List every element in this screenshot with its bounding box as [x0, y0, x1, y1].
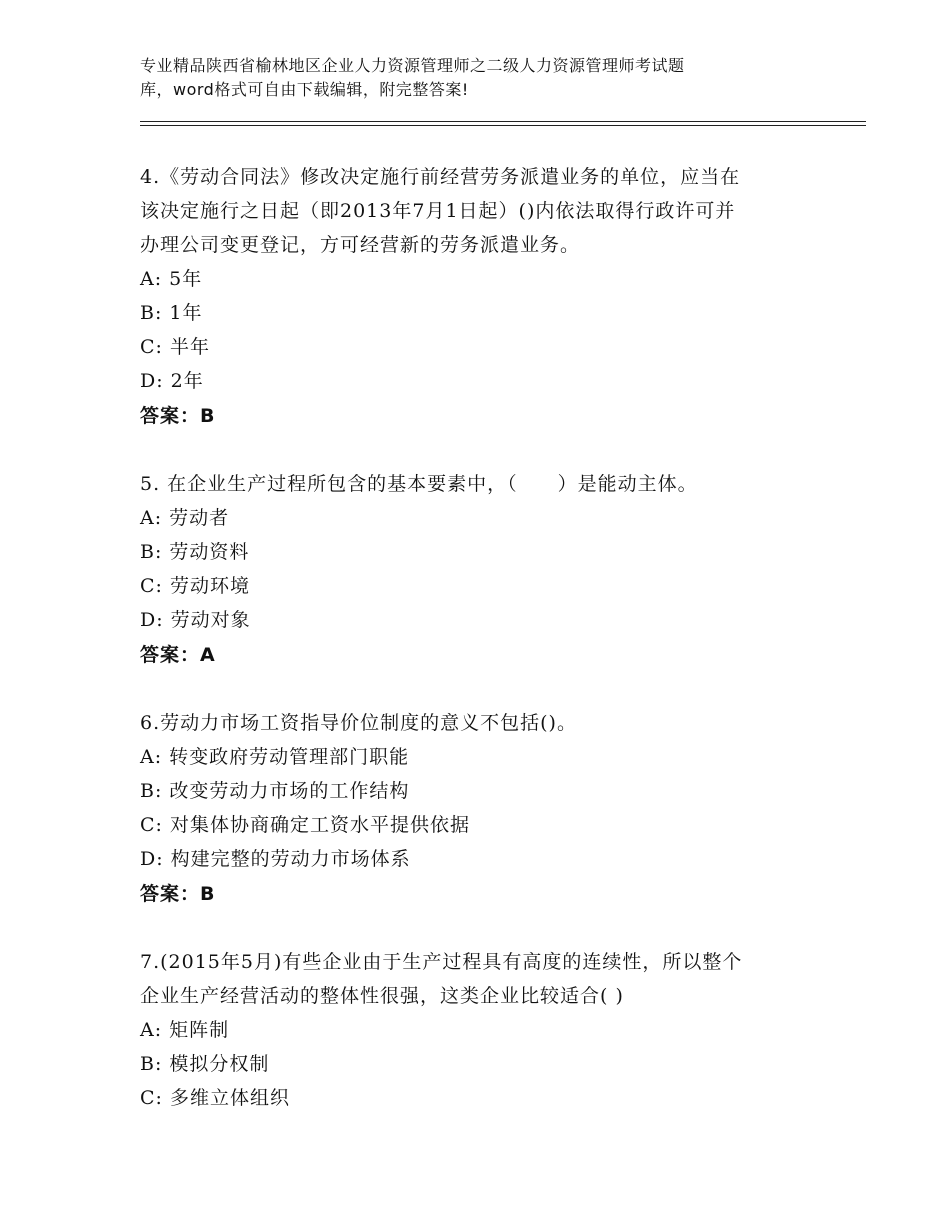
- stem-line: 4.《劳动合同法》修改决定施行前经营劳务派遣业务的单位，应当在: [140, 166, 741, 188]
- question-stem: [140, 160, 820, 262]
- option-d: D: 劳动对象: [140, 609, 251, 631]
- option-a: A: 5年: [140, 268, 203, 290]
- header-line-2: 库，word格式可自由下载编辑，附完整答案!: [140, 80, 469, 99]
- option-b: B: 1年: [140, 302, 203, 324]
- answer: 答案：B: [140, 883, 216, 905]
- question-6: [140, 706, 820, 912]
- question-4: [140, 160, 820, 434]
- option-b: B: 改变劳动力市场的工作结构: [140, 780, 410, 802]
- question-stem: [140, 467, 820, 501]
- option-a: A: 转变政府劳动管理部门职能: [140, 746, 410, 768]
- option-c: C: 对集体协商确定工资水平提供依据: [140, 814, 470, 836]
- question-stem: [140, 945, 820, 1013]
- option-c: C: 劳动环境: [140, 575, 250, 597]
- question-5: [140, 467, 820, 673]
- option-c: C: 半年: [140, 336, 210, 358]
- option-d: D: 构建完整的劳动力市场体系: [140, 848, 411, 870]
- option-b: B: 劳动资料: [140, 541, 250, 563]
- stem-line: 6.劳动力市场工资指导价位制度的意义不包括()。: [140, 712, 577, 734]
- stem-line: 5. 在企业生产过程所包含的基本要素中，（ ）是能动主体。: [140, 473, 698, 495]
- header-divider-bottom: [140, 125, 866, 126]
- stem-line: 办理公司变更登记，方可经营新的劳务派遣业务。: [140, 234, 581, 256]
- question-stem: [140, 706, 820, 740]
- answer: 答案：A: [140, 644, 216, 666]
- answer: 答案：B: [140, 405, 216, 427]
- option-a: A: 劳动者: [140, 507, 230, 529]
- document-header: [140, 54, 840, 102]
- stem-line: 7.(2015年5月)有些企业由于生产过程具有高度的连续性，所以整个: [140, 951, 743, 973]
- stem-line: 该决定施行之日起（即2013年7月1日起）()内依法取得行政许可并: [140, 200, 736, 222]
- header-line-1: 专业精品陕西省榆林地区企业人力资源管理师之二级人力资源管理师考试题: [140, 56, 685, 75]
- header-divider-top: [140, 121, 866, 122]
- option-b: B: 模拟分权制: [140, 1053, 270, 1075]
- option-a: A: 矩阵制: [140, 1019, 230, 1041]
- question-7: [140, 945, 820, 1115]
- stem-line: 企业生产经营活动的整体性很强，这类企业比较适合( ): [140, 985, 624, 1007]
- option-c: C: 多维立体组织: [140, 1087, 290, 1109]
- option-d: D: 2年: [140, 370, 204, 392]
